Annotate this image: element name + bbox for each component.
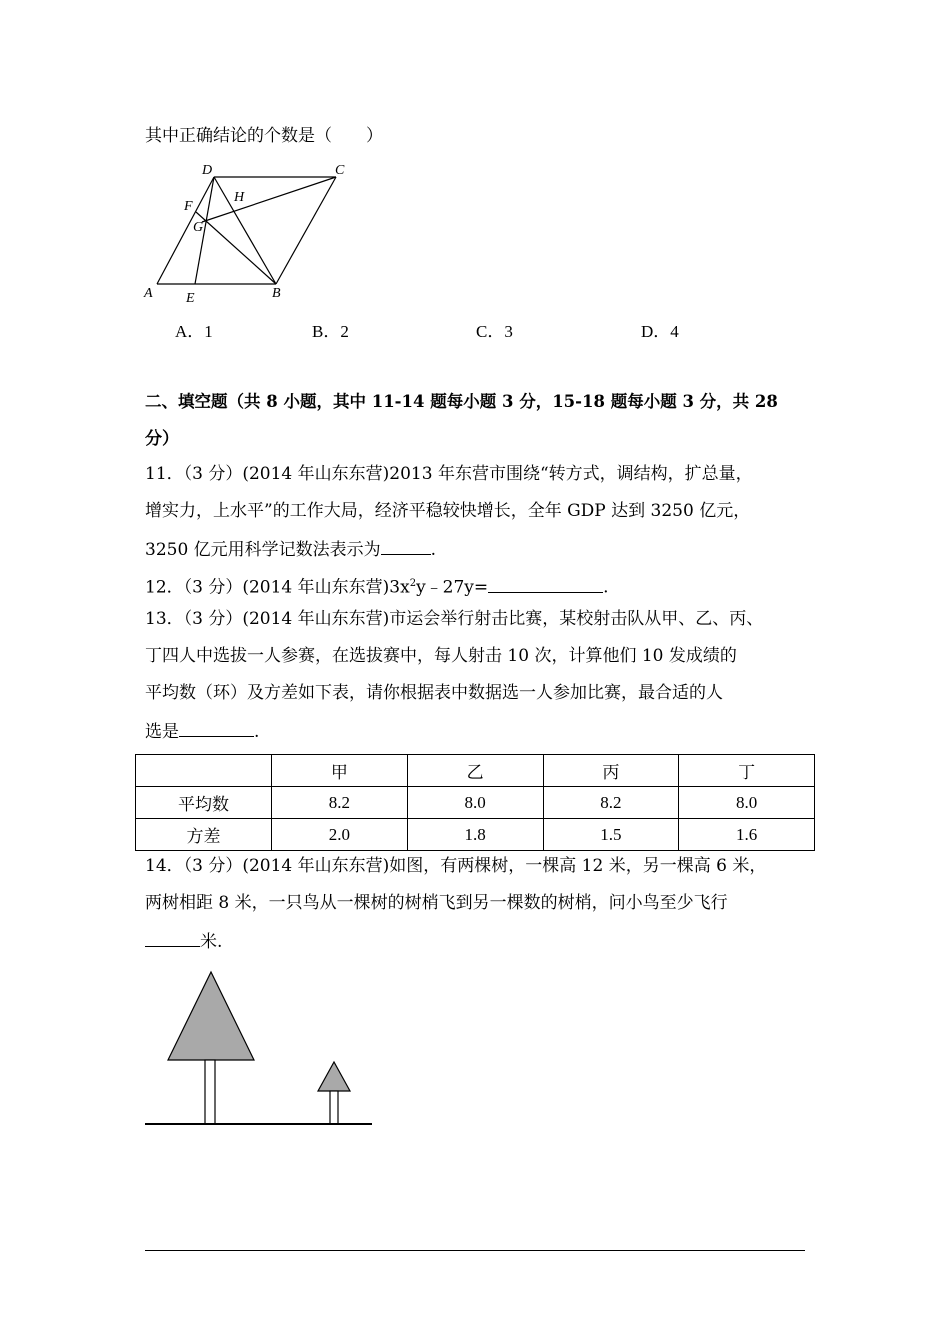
diagonal-db <box>214 177 276 284</box>
choice-a-label: A． <box>175 322 205 341</box>
q14-line2: 两树相距 8 米，一只鸟从一棵树的树梢飞到另一棵数的树梢，问小鸟至少飞行 <box>145 893 728 913</box>
q13-line4 <box>145 720 259 742</box>
q14-line3 <box>145 930 222 952</box>
table-cell: 2.0 <box>272 819 408 851</box>
choice-a-value: 1 <box>204 322 213 341</box>
table-cell: 1.6 <box>679 819 815 851</box>
q11-line2: 增实力，上水平”的工作大局，经济平稳较快增长，全年 GDP 达到 3250 亿元， <box>145 501 751 521</box>
choice-d-label: D． <box>641 322 671 341</box>
q13-line3: 平均数（环）及方差如下表，请你根据表中数据选一人参加比赛，最合适的人 <box>145 683 723 703</box>
choice-b-label: B． <box>312 322 341 341</box>
q12-prefix: 12．（3 分）(2014 年山东东营)3x <box>145 577 410 598</box>
table-header-cell: 乙 <box>407 755 543 787</box>
q13-line4-end: . <box>254 722 260 742</box>
choice-d-value: 4 <box>670 322 679 341</box>
section-title-line2: 分） <box>145 429 179 449</box>
edge-da <box>157 177 214 284</box>
q13-line2: 丁四人中选拔一人参赛，在选拔赛中，每人射击 10 次，计算他们 10 发成绩的 <box>145 646 737 666</box>
label-g: G <box>193 220 204 235</box>
table-cell: 1.5 <box>543 819 679 851</box>
table-header-cell: 丙 <box>543 755 679 787</box>
label-f: F <box>184 199 193 214</box>
choice-b[interactable] <box>312 322 349 342</box>
label-a: A <box>144 286 153 301</box>
segment-fb <box>196 212 276 284</box>
choice-c-value: 3 <box>504 322 513 341</box>
q11-line3-end: . <box>430 540 437 560</box>
table-cell: 8.0 <box>407 787 543 819</box>
segment-cg <box>202 177 336 222</box>
q11-answer-blank[interactable] <box>381 538 431 555</box>
footer-divider <box>145 1250 805 1251</box>
table-row-label: 平均数 <box>136 787 272 819</box>
table-cell: 8.2 <box>543 787 679 819</box>
q12-exponent: 2 <box>409 578 417 589</box>
q12-mid: y﹣27y= <box>416 577 489 598</box>
q13-line1: 13．（3 分）(2014 年山东东营)市运会举行射击比赛，某校射击队从甲、乙、丙、 <box>145 609 764 629</box>
q14-answer-blank[interactable] <box>145 930 200 947</box>
q12-end: . <box>603 577 609 598</box>
parallelogram-figure <box>140 155 360 310</box>
q11-line1: 11．（3 分）(2014 年山东东营)2013 年东营市围绕“转方式，调结构，扩总量， <box>145 464 753 484</box>
q14-line1: 14．（3 分）(2014 年山东东营)如图，有两棵树，一棵高 12 米，另一棵高 6 米， <box>145 856 767 876</box>
q11-line3 <box>145 538 436 560</box>
table-header-cell: 丁 <box>679 755 815 787</box>
choice-d[interactable] <box>641 322 679 342</box>
table-header-cell: 甲 <box>272 755 408 787</box>
short-tree-trunk <box>330 1091 338 1124</box>
q14-line3-end: 米. <box>200 932 223 952</box>
table-row-label: 方差 <box>136 819 272 851</box>
table-cell: 1.8 <box>407 819 543 851</box>
q13-line4-text: 选是 <box>145 722 179 742</box>
shooting-scores-table <box>135 754 815 851</box>
choice-a[interactable] <box>175 322 213 342</box>
choice-c-label: C． <box>476 322 505 341</box>
label-c: C <box>335 163 345 178</box>
label-e: E <box>186 291 195 306</box>
tall-tree-crown <box>168 972 254 1060</box>
table-row <box>136 819 815 851</box>
question-10-prompt: 其中正确结论的个数是（ ） <box>145 126 383 146</box>
label-d: D <box>202 163 213 178</box>
two-trees-figure <box>140 968 380 1128</box>
table-header-cell <box>136 755 272 787</box>
table-cell: 8.0 <box>679 787 815 819</box>
table-cell: 8.2 <box>272 787 408 819</box>
label-h: H <box>234 190 245 205</box>
section-title-line1: 二、填空题（共 8 小题，其中 11-14 题每小题 3 分，15-18 题每小题 3 分，共 28 <box>145 392 778 411</box>
choice-c[interactable] <box>476 322 513 342</box>
q11-line3-text: 3250 亿元用科学记数法表示为 <box>145 540 381 560</box>
edge-bc <box>276 177 336 284</box>
tall-tree-trunk <box>205 1060 215 1124</box>
table-header-row <box>136 755 815 787</box>
q13-answer-blank[interactable] <box>179 720 254 737</box>
q12-answer-blank[interactable] <box>488 576 603 593</box>
choice-b-value: 2 <box>340 322 349 341</box>
short-tree-crown <box>318 1062 350 1091</box>
table-row <box>136 787 815 819</box>
label-b: B <box>272 286 281 301</box>
q12-line <box>145 574 609 598</box>
